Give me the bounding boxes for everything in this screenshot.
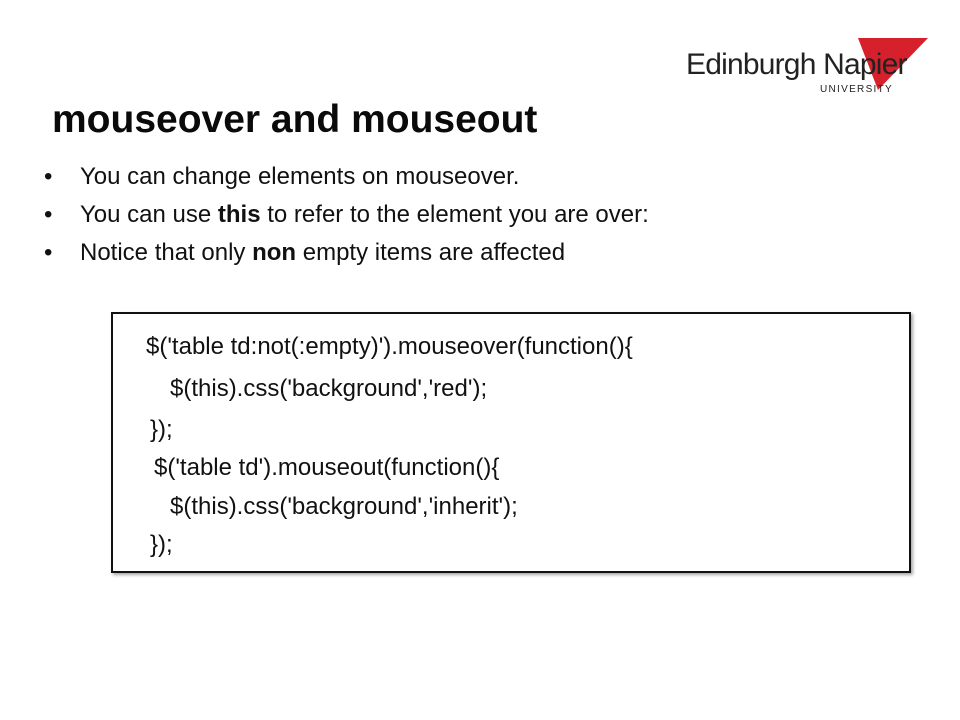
- bullet-text: to refer to the element you are over:: [260, 201, 649, 228]
- bullet-item: [44, 158, 649, 196]
- bullet-dot-icon: •: [44, 239, 53, 266]
- logo-name: Edinburgh Napier: [686, 48, 907, 81]
- bullet-dot-icon: •: [44, 201, 53, 228]
- bullet-text: You can change elements on mouseover.: [80, 163, 520, 190]
- bullet-bold-text: this: [217, 201, 261, 228]
- code-line: $('table td').mouseout(function(){: [154, 454, 500, 481]
- university-logo: [686, 34, 926, 114]
- bullet-text: Notice that only: [80, 239, 253, 266]
- bullet-bold-text: non: [252, 239, 297, 266]
- code-line: $('table td:not(:empty)').mouseover(function(){: [146, 333, 633, 360]
- bullet-text: You can use: [80, 201, 218, 228]
- bullet-text: empty items are affected: [296, 239, 566, 266]
- bullet-item: [44, 196, 649, 234]
- logo-subtitle: UNIVERSITY: [820, 84, 894, 95]
- code-line: });: [150, 416, 173, 443]
- slide-title: mouseover and mouseout: [52, 98, 538, 141]
- code-box: [111, 312, 911, 573]
- bullet-list: [44, 158, 649, 272]
- code-line: $(this).css('background','inherit');: [170, 493, 518, 520]
- code-line: $(this).css('background','red');: [170, 375, 488, 402]
- bullet-dot-icon: •: [44, 163, 53, 190]
- bullet-item: [44, 234, 649, 272]
- code-line: });: [150, 531, 173, 558]
